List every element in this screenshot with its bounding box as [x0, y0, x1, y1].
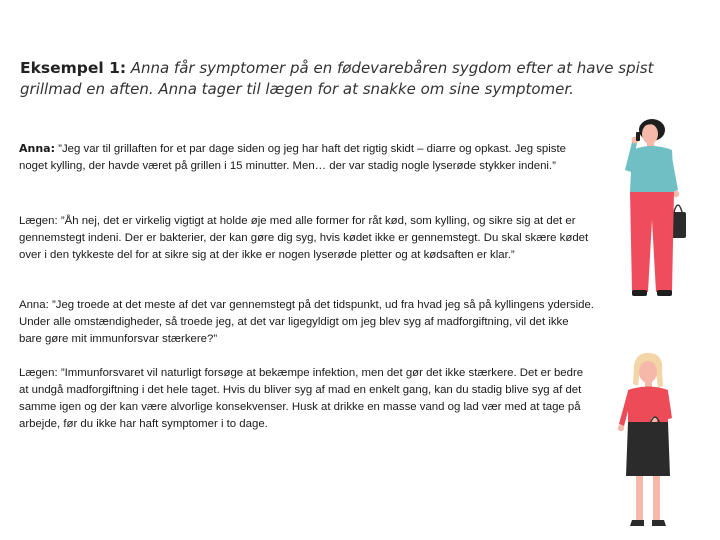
speaker-label: Lægen: [19, 367, 58, 379]
anna-illustration [608, 112, 696, 302]
dialogue-text: ”Åh nej, det er virkelig vigtigt at holde øje med alle former for råt kød, som kylling, og sikre sig at det er gennemstegt indeni. Der er bakterier, der kan gøre dig syg, hvis kødet ikke er gennemstegt. Du skal skære kødet over i den tykkeste del for at sikre sig at der ikke er nogen lyserøde pletter og at kødsaften er klar.” [19, 215, 589, 261]
speaker-label: Lægen: [19, 215, 58, 227]
speaker-label: Anna: [19, 142, 55, 155]
dialogue-text: ”Jeg var til grillaften for et par dage siden og jeg har haft det rigtig skidt – diarre og opkast. Jeg spiste noget kylling, der havde været på grillen i 15 minutter. Men… der var stadig nogle lyserøde stykker indeni.” [19, 143, 566, 172]
dialogue-text: ”Immunforsvaret vil naturligt forsøge at bekæmpe infektion, men det gør det ikke stærkere. Det er bedre at undgå madforgiftning i det hele taget. Hvis du bliver syg af mad en enkelt gang, kan du stadig blive syg af det samme igen og der kan være alvorlige konsekvenser. Husk at drikke en masse vand og lad vær med at tage på arbejde, før du ikke har haft symptomer i to dage. [19, 367, 584, 430]
speaker-label: Anna: [19, 299, 49, 311]
doctor-illustration [608, 350, 688, 535]
title-lead: Eksempel 1: [20, 59, 127, 77]
dialogue-doctor-1 [19, 213, 594, 264]
dialogue-anna-1 [19, 140, 594, 175]
dialogue-anna-2 [19, 297, 594, 348]
dialogue-doctor-2 [19, 365, 594, 433]
dialogue-text: ”Jeg troede at det meste af det var gennemstegt på det tidspunkt, ud fra hvad jeg så på kyllingens yderside. Under alle omstændigheder, så troede jeg, at det var ligegyldigt om jeg blev syg af madforgiftning, vil det ikke bare gøre mit immunforsvar stærkere?” [19, 299, 594, 345]
title-description: Anna får symptomer på en fødevarebåren sygdom efter at have spist grillmad en aften. Anna tager til lægen for at snakke om sine symptomer. [20, 59, 654, 98]
page-title [20, 58, 660, 100]
